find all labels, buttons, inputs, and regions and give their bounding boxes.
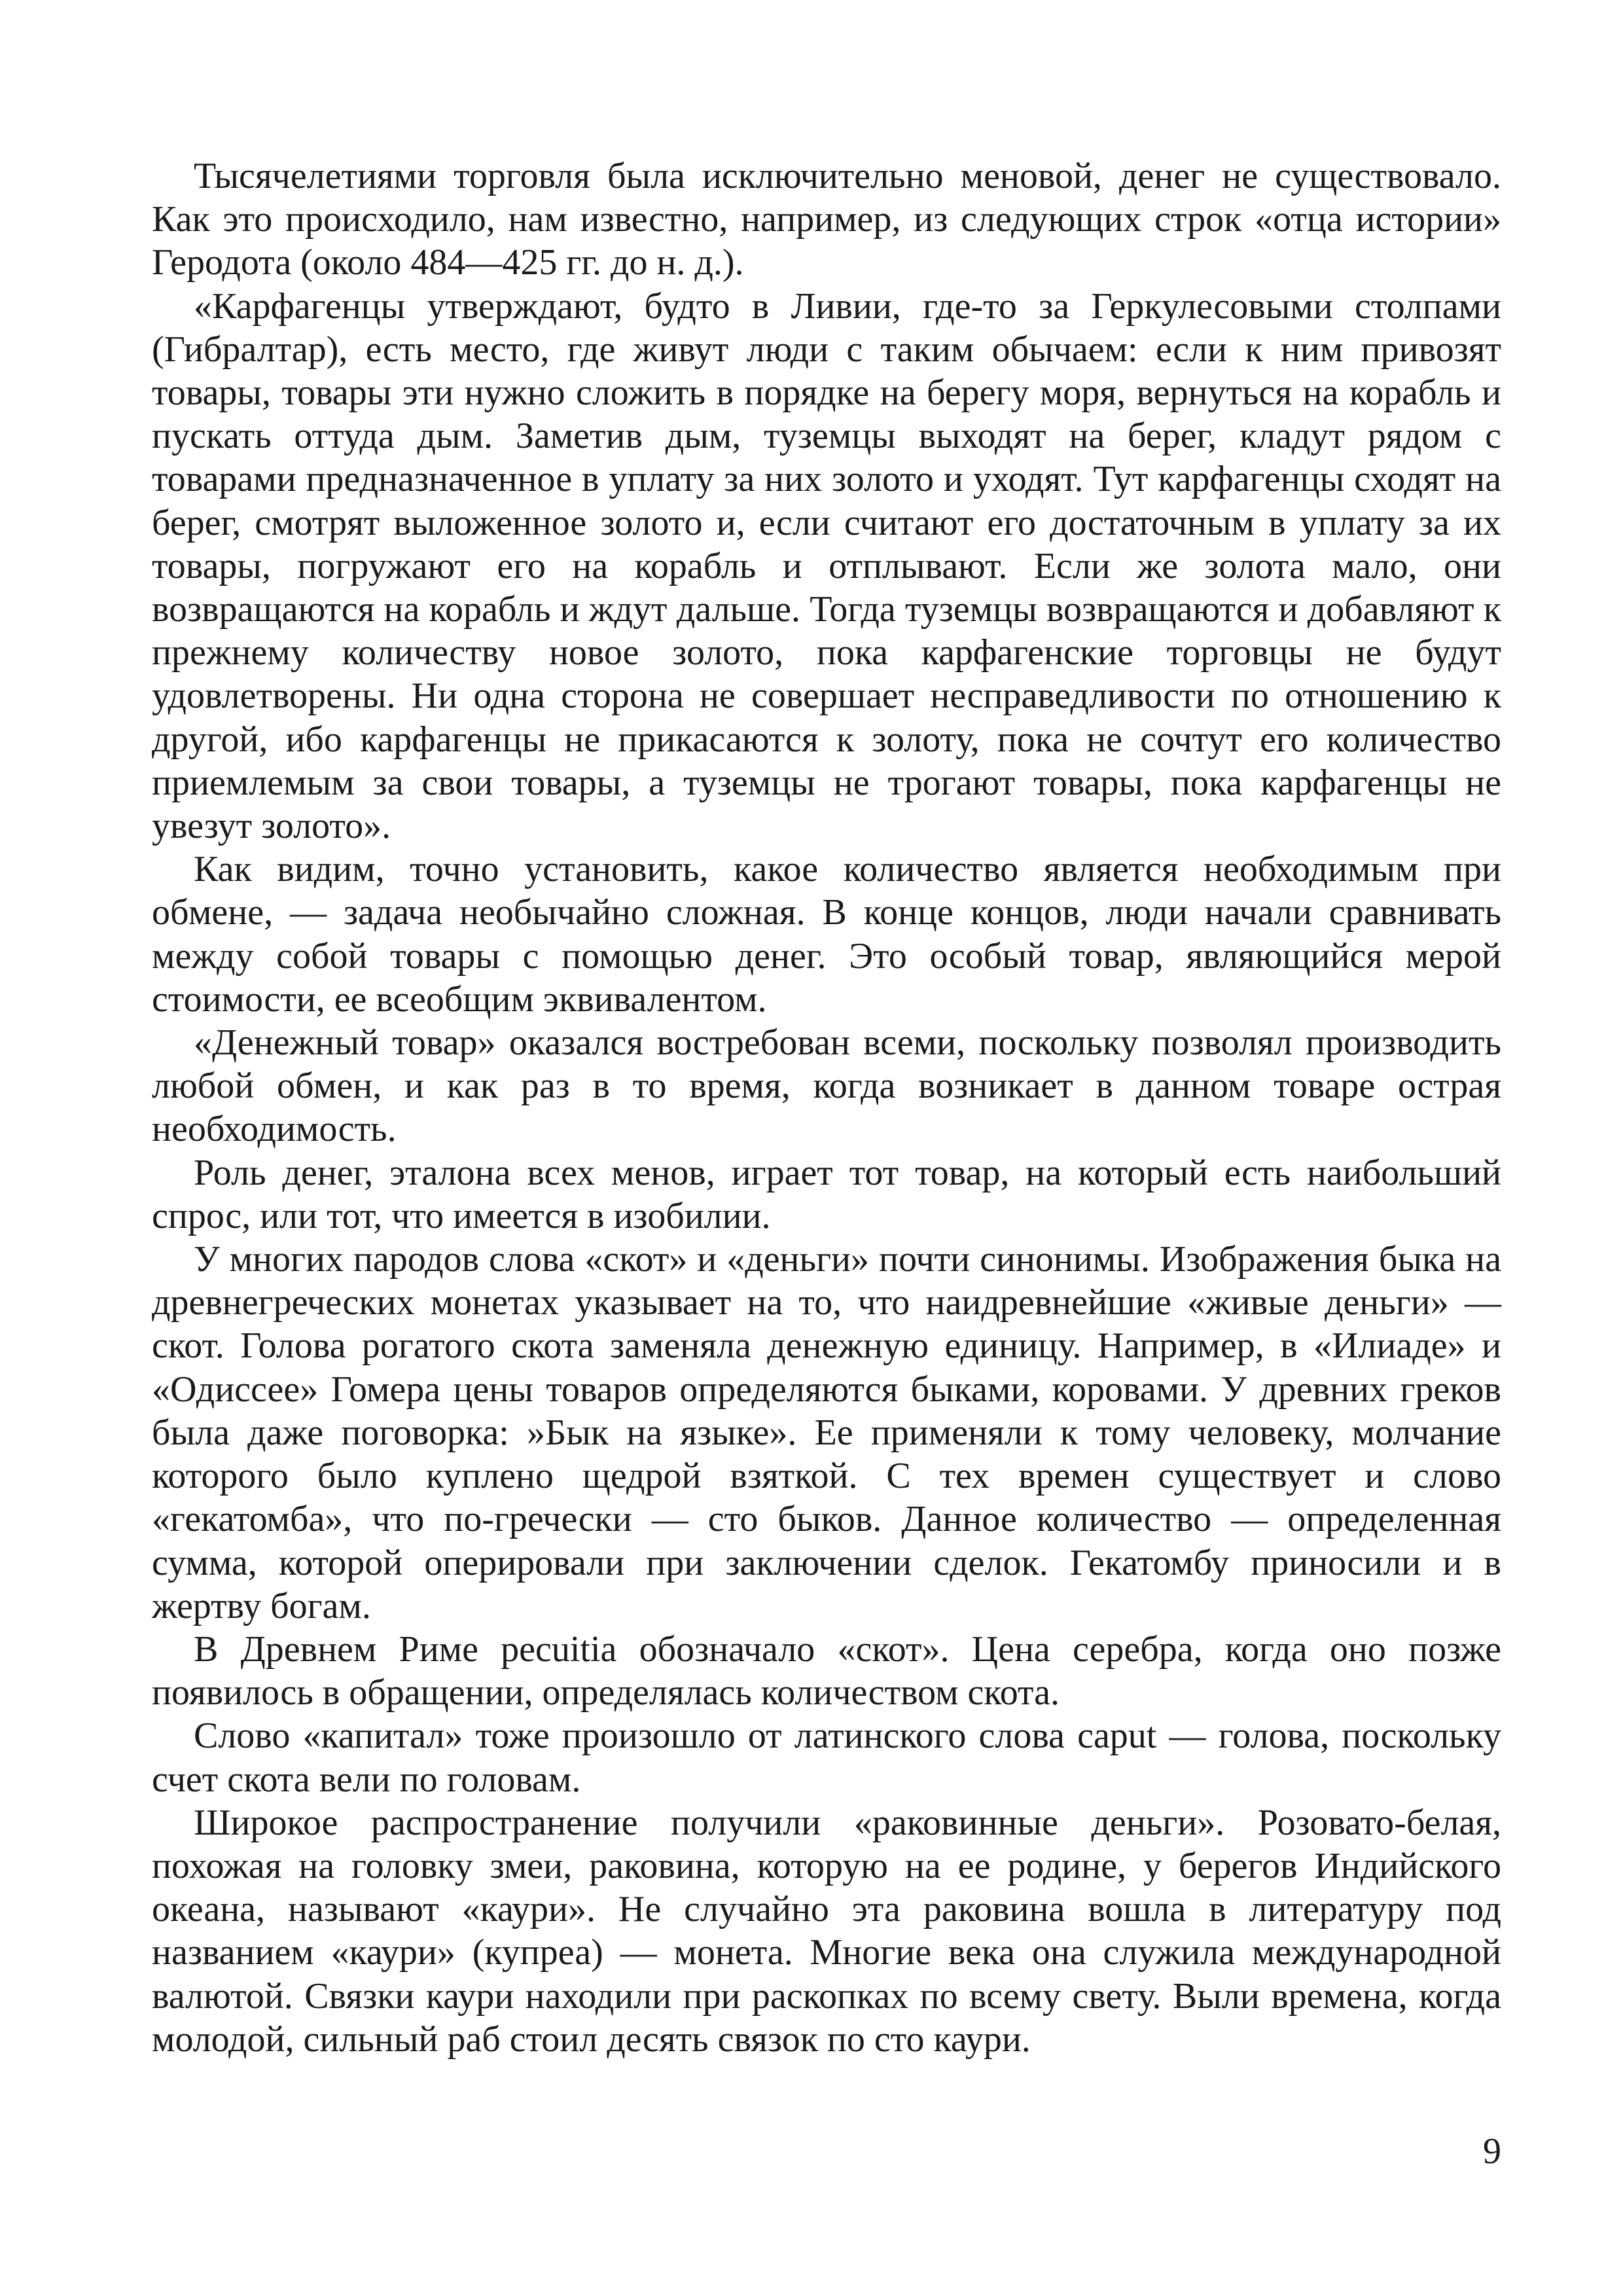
- paragraph-8: Слово «капитал» тоже произошло от латинского слова caput — голова, поскольку счет скота вели по головам.: [152, 1715, 1501, 1800]
- paragraph-1: Тысячелетиями торговля была исключительно меновой, денег не существовало. Как это происходило, нам известно, например, из следующих строк «отца истории» Геродота (около 484—425 гг. до н. д.).: [152, 156, 1501, 283]
- paragraph-4: «Денежный товар» оказался востребован всеми, поскольку позволял производить любой обмен, и как раз в то время, когда возникает в данном товаре острая необходимость.: [152, 1022, 1501, 1150]
- paragraph-2: «Карфагенцы утверждают, будто в Ливии, где-то за Геркулесовыми столпами (Гибралтар), есть место, где живут люди с таким обычаем: если к ним привозят товары, товары эти нужно сложить в порядке на берегу моря, вернуться на корабль и пускать оттуда дым. Заметив дым, туземцы выходят на берег, кладут рядом с товарами предназначенное в уплату за них золото и уходят. Тут карфагенцы сходят на берег, смотрят выложенное золото и, если считают его достаточным в уплату за их товары, погружают его на корабль и отплывают. Если же золота мало, они возвращаются на корабль и ждут дальше. Тогда туземцы возвращаются и добавляют к прежнему количеству новое золото, пока карфагенские торговцы не будут удовлетворены. Ни одна сторона не совершает несправедливости по отношению к другой, ибо карфагенцы не прикасаются к золоту, пока не сочтут его количество приемлемым за свои товары, а туземцы не трогают товары, пока карфагенцы не увезут золото».: [152, 285, 1501, 847]
- body-text: [152, 154, 1501, 2061]
- paragraph-6: У многих пародов слова «скот» и «деньги» почти синонимы. Изображения быка на древнегреческих монетах указывает на то, что наидревнейшие «живые деньги» — скот. Голова рогатого скота заменяла денежную единицу. Например, в «Илиаде» и «Одиссее» Гомера цены товаров определяются быками, коровами. У древних греков была даже поговорка: »Бык на языке». Ее применяли к тому человеку, молчание которого было куплено щедрой взяткой. С тех времен существует и слово «гекатомба», что по-гречески — сто быков. Данное количество — определенная сумма, которой оперировали при заключении сделок. Гекатомбу приносили и в жертву богам.: [152, 1239, 1501, 1626]
- paragraph-7: В Древнем Риме pecuitia обозначало «скот». Цена серебра, когда оно позже появилось в обращении, определялась количеством скота.: [152, 1628, 1501, 1713]
- paragraph-9: Широкое распространение получили «раковинные деньги». Розовато-белая, похожая на головку змеи, раковина, которую на ее родине, у берегов Индийского океана, называют «каури». Не случайно эта раковина вошла в литературу под названием «каури» (купреа) — монета. Многие века она служила международной валютой. Связки каури находили при раскопках по всему свету. Выли времена, когда молодой, сильный раб стоил десять связок по сто каури.: [152, 1802, 1501, 2060]
- page-number: 9: [1483, 2131, 1501, 2172]
- paragraph-3: Как видим, точно установить, какое количество является необходимым при обмене, — задача необычайно сложная. В конце концов, люди начали сравнивать между собой товары с помощью денег. Это особый товар, являющийся мерой стоимости, ее всеобщим эквивалентом.: [152, 849, 1501, 1020]
- paragraph-5: Роль денег, эталона всех менов, играет тот товар, на который есть наибольший спрос, или тот, что имеется в изобилии.: [152, 1152, 1501, 1236]
